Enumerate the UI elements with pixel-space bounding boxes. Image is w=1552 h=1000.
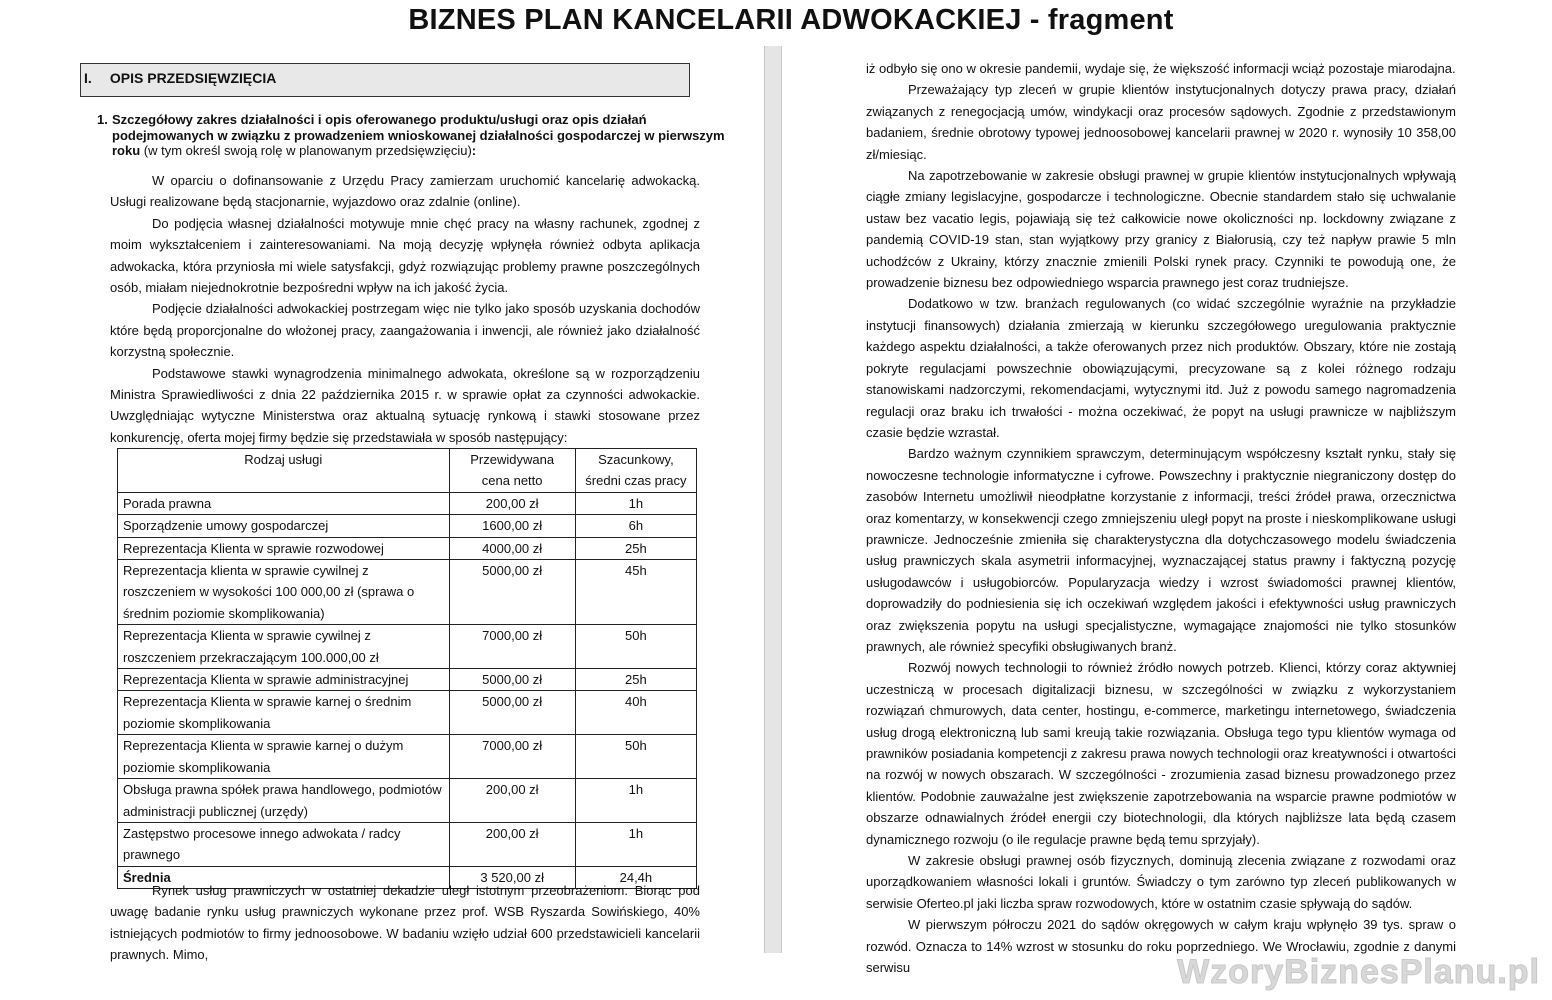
services-price-table [117, 448, 697, 889]
watermark-logo: WzoryBiznesPlanu.pl [1177, 953, 1540, 991]
service-price: 5000,00 zł [449, 691, 575, 735]
service-time: 25h [575, 669, 696, 691]
table-header-row [118, 449, 697, 493]
left-body-text [110, 170, 700, 448]
table-row [118, 735, 697, 779]
service-time: 50h [575, 625, 696, 669]
service-price: 200,00 zł [449, 779, 575, 823]
paragraph: Na zapotrzebowanie w zakresie obsługi prawnej w grupie klientów instytucjonalnych wpływają ciągłe zmiany legislacyjne, gospodarcze i technologiczne. Obecnie standardem stało się uchwalanie ustaw bez vacatio legis, pojawiają się też całkowicie nowe okoliczności np. lockdowny związane z pandemią COVID-19 stan, stan wyjątkowy przy granicy z Białorusią, czy też napływ prawie 5 mln uchodźców z Ukrainy, którzy znacznie zmienili Polski rynek pracy. Czynniki te powodują one, że prowadzenie biznesu bez odpowiedniego wsparcia prawnego jest coraz trudniejsze. [866, 168, 1456, 291]
question-number: 1. [97, 112, 108, 127]
table-row [118, 492, 697, 514]
service-name: Reprezentacja Klienta w sprawie cywilnej z roszczeniem przekraczającym 100.000,00 zł [118, 625, 450, 669]
service-time: 25h [575, 537, 696, 559]
section-label: OPIS PRZEDSIĘWZIĘCIA [109, 70, 277, 86]
service-name: Reprezentacja Klienta w sprawie karnej o średnim poziomie skomplikowania [118, 691, 450, 735]
paragraph: Rynek usług prawniczych w ostatniej dekadzie uległ istotnym przeobrażeniom. Biorąc pod uwagę badanie rynku usług prawniczych wykonane przez prof. WSB Ryszarda Sowińskiego, 40% istniejących podmiotów to firmy jednoosobowe. W badaniu wzięło udział 600 przedstawicieli kancelarii prawnych. Mimo, [110, 883, 700, 963]
paragraph: W zakresie obsługi prawnej osób fizycznych, dominują zlecenia związane z rozwodami oraz uporządkowaniem własności lokali i gruntów. Świadczy o tym zarówno typ zleceń publikowanych w serwisie Oferteo.pl jaki liczba spraw rozwodowych, które w ostatnim czasie spływają do sądów. [866, 853, 1456, 911]
table-row [118, 669, 697, 691]
continuation-line: iż odbyło się ono w okresie pandemii, wydaje się, że większość informacji wciąż pozostaje miarodajna. [866, 61, 1456, 76]
service-name: Obsługa prawna spółek prawa handlowego, podmiotów administracji publicznej (urzędy) [118, 779, 450, 823]
paragraph: Przeważający typ zleceń w grupie klientów instytucjonalnych dotyczy prawa pracy, działań związanych z renegocjacją umów, windykacji oraz procesów sądowych. Zgodnie z przedstawionym badaniem, średnie obrotowy typowej jednoosobowej kancelarii prawnej w 2020 r. wynosiły 10 358,00 zł/miesiąc. [866, 82, 1456, 162]
table-row [118, 537, 697, 559]
service-time: 1h [575, 492, 696, 514]
service-price: 5000,00 zł [449, 669, 575, 691]
table-row [118, 515, 697, 537]
average-price: 3 520,00 zł [449, 866, 575, 888]
service-time: 45h [575, 560, 696, 625]
service-price: 7000,00 zł [449, 625, 575, 669]
service-time: 50h [575, 735, 696, 779]
service-name: Zastępstwo procesowe innego adwokata / radcy prawnego [118, 822, 450, 866]
paragraph: Podstawowe stawki wynagrodzenia minimalnego adwokata, określone są w rozporządzeniu Ministra Sprawiedliwości z dnia 22 października 2015 r. w sprawie opłat za czynności adwokackie. Uwzględniając wytyczne Ministerstwa oraz aktualną sytuację rynkową i stawki stosowane przez konkurencję, oferta mojej firmy będzie się przedstawiała w sposób następujący: [110, 365, 700, 445]
section-heading [80, 63, 690, 97]
table-row [118, 625, 697, 669]
service-price: 4000,00 zł [449, 537, 575, 559]
paragraph: Dodatkowo w tzw. branżach regulowanych (co widać szczególnie wyraźnie na przykładzie instytucji finansowych) działania zmierzają w kierunku szczegółowego uregulowania praktycznie każdego aspektu działalności, a także oferowanych przez nich produktów. Obszary, które nie zostają pokryte regulacjami powszechnie obowiązującymi, precyzowane są z kolei różnego rodzaju stanowiskami nadzorczymi, rekomendacjami, wytycznymi itd. Już z powodu samego nagromadzenia regulacji oraz braku ich trwałości - można oczekiwać, że popyt na usługi prawnicze w najbliższym czasie będzie wzrastał. [866, 296, 1456, 440]
paragraph: Podjęcie działalności adwokackiej postrzegam więc nie tylko jako sposób uzyskania dochodów które będą proporcjonalne do włożonej pracy, zaangażowania i inwencji, ale również jako działalność korzystną społecznie. [110, 301, 700, 360]
service-time: 6h [575, 515, 696, 537]
service-time: 40h [575, 691, 696, 735]
header-work-time: Szacunkowy, średni czas pracy [575, 449, 696, 493]
service-name: Reprezentacja klienta w sprawie cywilnej z roszczeniem w wysokości 100 000,00 zł (sprawa o średnim poziomie skomplikowania) [118, 560, 450, 625]
service-name: Sporządzenie umowy gospodarczej [118, 515, 450, 537]
document-title: BIZNES PLAN KANCELARII ADWOKACKIEJ - fragment [408, 4, 1174, 36]
header-net-price: Przewidywana cena netto [449, 449, 575, 493]
service-price: 5000,00 zł [449, 560, 575, 625]
paragraph: W oparciu o dofinansowanie z Urzędu Pracy zamierzam uruchomić kancelarię adwokacką. Usługi realizowane będą stacjonarnie, wyjazdowo oraz zdalnie (online). [110, 173, 700, 210]
service-price: 200,00 zł [449, 492, 575, 514]
table-row [118, 691, 697, 735]
service-price: 200,00 zł [449, 822, 575, 866]
question-note: (w tym określ swoją rolę w planowanym przedsięwzięciu) [140, 143, 472, 158]
average-label: Średnia [118, 866, 450, 888]
question-bold-text: Szczegółowy zakres działalności i opis oferowanego produktu/usługi oraz opis działań podejmowanych w związku z prowadzeniem wnioskowanej działalności gospodarczej w pierwszym roku [112, 112, 725, 158]
service-name: Porada prawna [118, 492, 450, 514]
left-bottom-text [110, 880, 700, 966]
page-divider [764, 46, 782, 953]
question-colon: : [471, 143, 477, 158]
table-row [118, 822, 697, 866]
paragraph: Do podjęcia własnej działalności motywuje mnie chęć pracy na własny rachunek, zgodnej z moim wykształceniem i zainteresowaniami. Na moją decyzję wpłynęła również odbyta aplikacja adwokacka, która przyniosła mi wiele satysfakcji, gdyż rozwiązując problemy prawne poszczególnych osób, miałam niejednokrotnie bezpośredni wpływ na ich jakość życia. [110, 215, 700, 296]
paragraph: Bardzo ważnym czynnikiem sprawczym, determinującym współczesny kształt rynku, stały się nowoczesne technologie informatyczne i cyfrowe. Powszechny i praktycznie niegraniczony dostęp do zasobów Internetu umożliwił nieodpłatne korzystanie z informacji, treści źródeł prawa, orzecznictwa oraz komentarzy, w konsekwencji czego zmniejszeniu uległ popyt na proste i nieskomplikowane usługi prawnicze. Jednocześnie zmieniła się charakterystyczna dla dotychczasowego modelu świadczenia usług prawniczych skala asymetrii informacyjnej, wyznaczającej status prawny i faktyczną pozycję usługodawców i usługobiorców. Popularyzacja wiedzy i wzrost świadomości prawnej klientów, doprowadziły do podniesienia się ich oczekiwań względem jakości i efektywności usług prawniczych oraz zwiększenia popytu na usługi specjalistyczne, wymagające znajomości nie tylko stosunków prawnych, ale również specyfiki obsługiwanych branż. [866, 446, 1456, 654]
service-price: 1600,00 zł [449, 515, 575, 537]
header-service-type: Rodzaj usługi [118, 449, 450, 493]
service-price: 7000,00 zł [449, 735, 575, 779]
service-time: 1h [575, 822, 696, 866]
table-row [118, 779, 697, 823]
paragraph: W pierwszym półroczu 2021 do sądów okręgowych w całym kraju wpłynęło 39 tys. spraw o rozwód. Oznacza to 14% wzrost w stosunku do roku poprzedniego. We Wrocławiu, zgodnie z danymi serwisu [866, 917, 1456, 976]
service-name: Reprezentacja Klienta w sprawie rozwodowej [118, 537, 450, 559]
service-name: Reprezentacja Klienta w sprawie administracyjnej [118, 669, 450, 691]
paragraph: Rozwój nowych technologii to również źródło nowych potrzeb. Klienci, którzy coraz aktywniej uczestniczą w procesach digitalizacji biznesu, w szczególności w związku z wykorzystaniem rozwiązań chmurowych, data center, hostingu, e-commerce, marketingu internetowego, świadczenia usług drogą elektroniczną lub sami kreują takie rozwiązania. Obsługa tego typu klientów wymaga od prawników posiadania kompetencji z zakresu prawa nowych technologii oraz kreatywności i otwartości na rozwój w nowych obszarach. W szczególności - zrozumienia zasad biznesu prowadzonego przez klientów. Podobnie zauważalne jest zwiększenie zapotrzebowania na wsparcie prawne podmiotów w obszarze odnawialnych źródeł energii czy biotechnologii, dla których najbliższe lata będą czasem dynamicznego rozwoju (o ile regulacje prawne będą temu sprzyjały). [866, 660, 1456, 847]
table-row [118, 560, 697, 625]
question-item [97, 112, 727, 159]
section-number: I. [84, 70, 92, 86]
service-name: Reprezentacja Klienta w sprawie karnej o dużym poziomie skomplikowania [118, 735, 450, 779]
average-time: 24,4h [575, 866, 696, 888]
service-time: 1h [575, 779, 696, 823]
right-page [866, 58, 1456, 978]
